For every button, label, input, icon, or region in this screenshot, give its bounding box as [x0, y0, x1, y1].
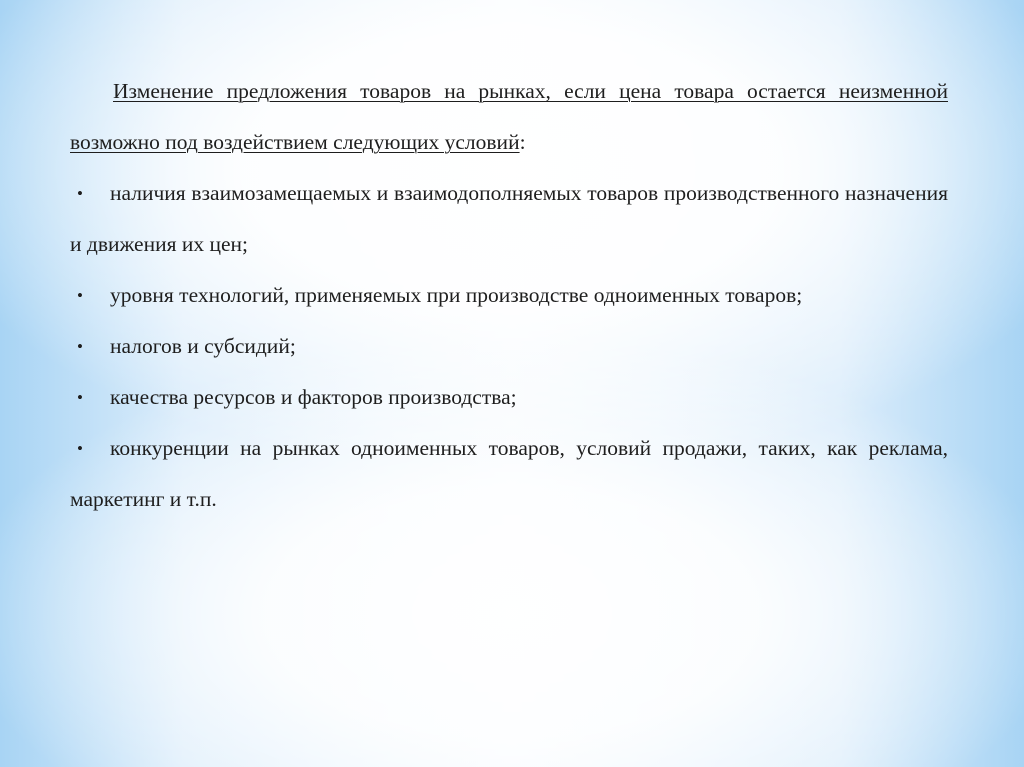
bullet-icon: •	[77, 388, 83, 407]
bullet-text: уровня технологий, применяемых при производстве одноименных товаров;	[110, 283, 803, 307]
bullet-item	[70, 321, 948, 372]
bullet-text: налогов и субсидий;	[110, 334, 296, 358]
bullet-item	[70, 423, 948, 525]
bullet-item	[70, 270, 948, 321]
intro-colon: :	[519, 130, 526, 154]
intro-underlined-text: Изменение предложения товаров на рынках, если цена товара остается неизменной возможно под воздействием следующих условий	[70, 79, 948, 154]
bullet-item	[70, 168, 948, 270]
slide-content	[70, 66, 948, 525]
bullet-text: качества ресурсов и факторов производства;	[110, 385, 517, 409]
bullet-icon: •	[77, 184, 83, 203]
bullet-icon: •	[77, 439, 83, 458]
bullet-text: конкуренции на рынках одноименных товаров, условий продажи, таких, как реклама, маркетинг и т.п.	[70, 436, 948, 511]
bullet-text: наличия взаимозамещаемых и взаимодополняемых товаров производственного назначения и движения их цен;	[70, 181, 948, 256]
intro-paragraph	[70, 66, 948, 168]
bullet-item	[70, 372, 948, 423]
bullet-icon: •	[77, 337, 83, 356]
bullet-icon: •	[77, 286, 83, 305]
